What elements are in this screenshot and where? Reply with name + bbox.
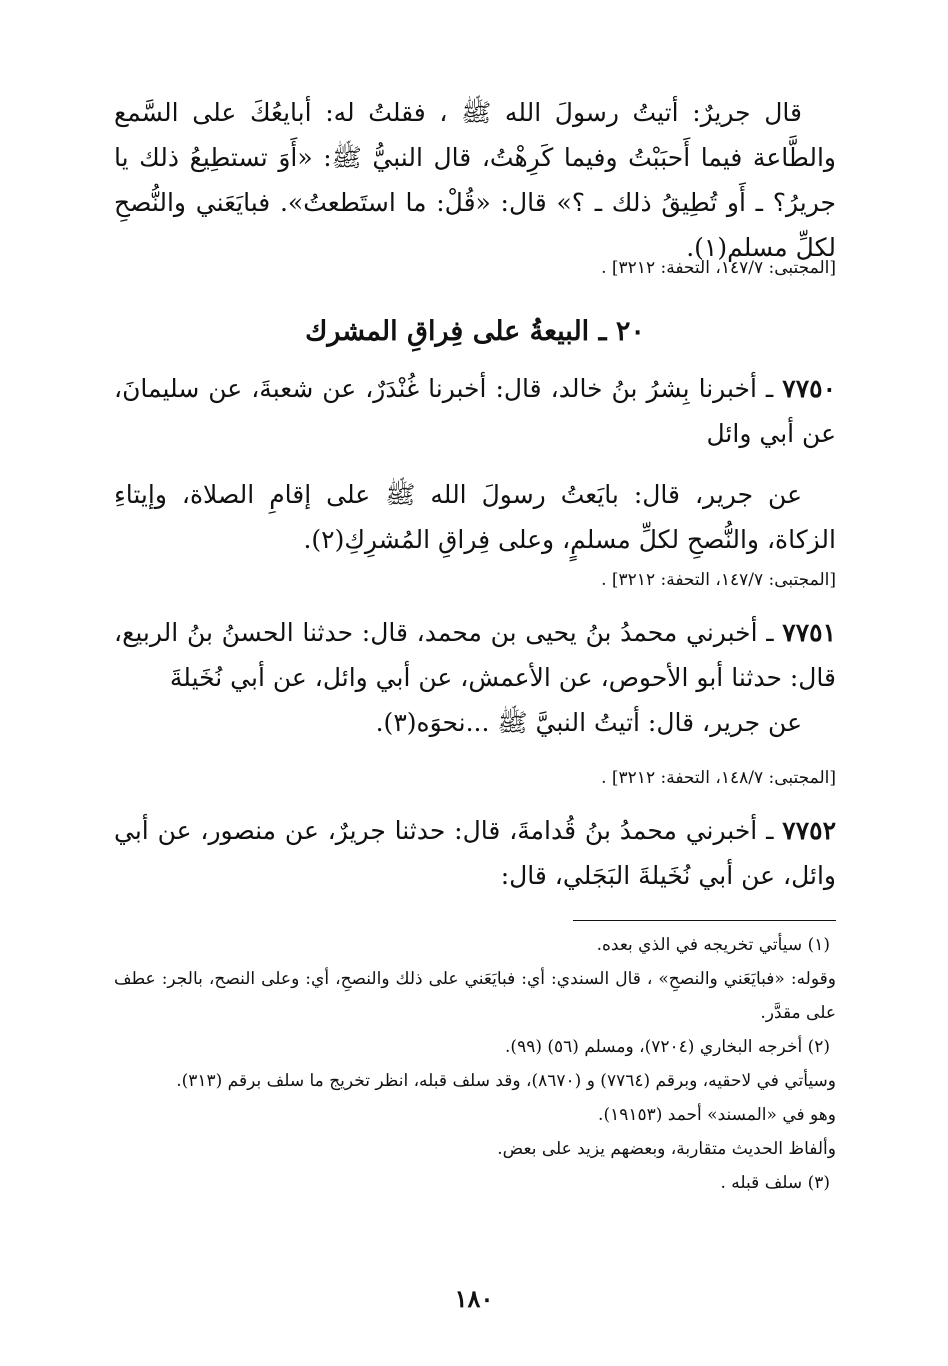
hadith-number: ٧٧٥١ (782, 618, 836, 647)
hadith-7751-matn: عن جرير، قال: أتيتُ النبيَّ ﷺ ...نحوَه(٣). (375, 708, 802, 737)
hadith-7752 (114, 808, 836, 898)
isnad-text: ـ أخبرني محمدُ بنُ قُدامةَ، قال: حدثنا جريرٌ، عن منصور، عن أبي وائل، عن أبي نُخَيلةَ البَجَلي، قال: (114, 816, 836, 890)
reference-3: [المجتبى: ١٤٨/٧، التحفة: ٣٢١٢] . (601, 768, 836, 788)
hadith-7750-isnad (114, 366, 836, 456)
footnote-separator (573, 920, 836, 921)
isnad-text: ـ أخبرني محمدُ بنُ يحيى بن محمد، قال: حدثنا الحسنُ بنُ الربيع، قال: حدثنا أبو الأحوص، عن الأعمش، عن أبي وائل، عن أبي نُخَيلةَ (114, 618, 836, 692)
section-title: ٢٠ ـ البيعةُ على فِراقِ المشرك (305, 316, 645, 347)
footnote-2-note-c: وألفاظ الحديث متقاربة، وبعضهم يزيد على بعض. (497, 1139, 836, 1159)
hadith-7751 (114, 610, 836, 745)
hadith-number: ٧٧٥٢ (782, 816, 836, 845)
isnad-text: ـ أخبرنا بِشرُ بنُ خالد، قال: أخبرنا غُنْدَرٌ، عن شعبةَ، عن سليمانَ، عن أبي وائل (114, 374, 836, 448)
footnote-2: (٢) أخرجه البخاري (٧٢٠٤)، ومسلم (٥٦) (٩٩). (505, 1037, 830, 1057)
reference-2: [المجتبى: ١٤٧/٧، التحفة: ٣٢١٢] . (601, 570, 836, 590)
footnote-2-note-b: وهو في «المسند» أحمد (١٩١٥٣). (598, 1105, 836, 1125)
hadith-number: ٧٧٥٠ (782, 374, 836, 403)
footnote-1: (١) سيأتي تخريجه في الذي بعده. (596, 935, 830, 955)
hadith-7750-matn: عن جرير، قال: بايَعتُ رسولَ الله ﷺ على إقامِ الصلاة، وإيتاءِ الزكاة، والنُّصحِ لكلِّ مسلمٍ، وعلى فِراقِ المُشرِكِ(٢). (114, 480, 836, 554)
hadith-7752-isnad (114, 808, 836, 898)
footnote-3: (٣) سلف قبله . (720, 1173, 830, 1193)
footnotes (114, 928, 836, 1200)
footnote-1-note: وقوله: «فبايَعَني والنصحِ» ، قال السندي: أي: فبايَعَني على ذلك والنصحِ، أي: وعلى النصح، بالجر: عطف على مقدَّر. (114, 969, 836, 1023)
hadith-continuation: قال جريرٌ: أتيتُ رسولَ الله ﷺ ، فقلتُ له: أبايعُكَ على السَّمع والطَّاعة فيما أَحبَبْتُ وفيما كَرِهْتُ، قال النبيُّ ﷺ: «أَوَ تستطِيعُ ذلك يا جريرُ؟ ـ أَو تُطِيقُ ذلك ـ ؟» قال: «قُلْ: ما استَطعتُ». فبايَعَني والنُّصحِ لكلِّ مسلم(١). (114, 98, 836, 262)
page-number: ١٨٠ (454, 1284, 494, 1313)
footnote-2-note-a: وسيأتي في لاحقيه، وبرقم (٧٧٦٤) و (٨٦٧٠)، وقد سلف قبله، انظر تخريج ما سلف برقم (٣١٣). (176, 1071, 836, 1091)
hadith-7750 (114, 366, 836, 562)
hadith-7751-isnad (114, 610, 836, 700)
reference-1: [المجتبى: ١٤٧/٧، التحفة: ٣٢١٢] . (601, 258, 836, 278)
